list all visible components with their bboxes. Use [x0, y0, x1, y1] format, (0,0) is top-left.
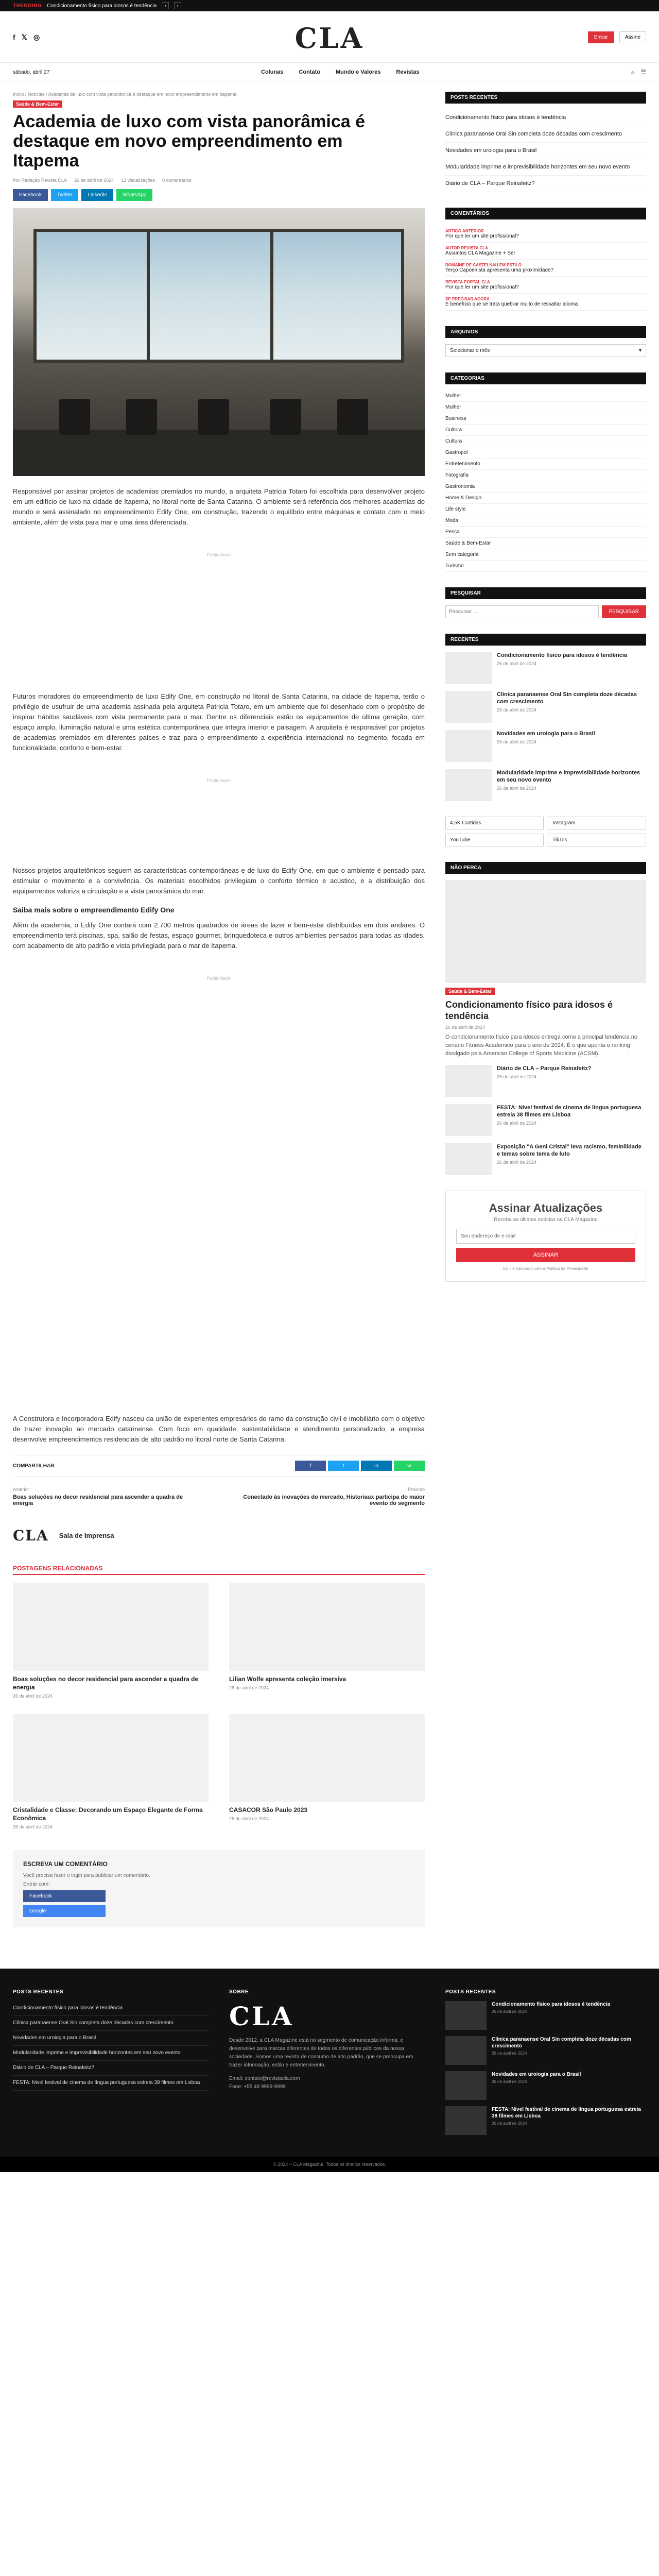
comment-author: DOMAINE DE CASTELNAU EM ESTILO: [445, 263, 522, 267]
recent-title[interactable]: Novidades em uroiogia para o Brasil: [497, 731, 595, 737]
newsletter-email-input[interactable]: [456, 1229, 635, 1244]
share-label: COMPARTILHAR: [13, 1463, 55, 1469]
share-top: [13, 189, 425, 201]
category-item[interactable]: Home & Design: [445, 493, 646, 504]
nav-item-contato[interactable]: Contato: [299, 69, 320, 75]
youtube-counter[interactable]: [445, 834, 544, 846]
category-item[interactable]: Cultura: [445, 436, 646, 447]
archives-select-value: Selecionar o mês: [450, 348, 490, 353]
recent-item[interactable]: [445, 769, 646, 801]
footer-post-link[interactable]: Clínica paranaense Oral Sin completa doze décadas com crescimento: [13, 2016, 209, 2031]
footer-post-link[interactable]: FESTA: Nivel festival de cinema de língua portuguesa estreia 38 filmes em Lisboa: [13, 2076, 209, 2091]
recent-date: 26 de abril de 2024: [497, 786, 537, 791]
prev-post[interactable]: [13, 1487, 198, 1506]
subscribe-button[interactable]: Assine: [619, 31, 646, 43]
recent-post-item[interactable]: Condicionamento físico para idosos é tendência: [445, 110, 646, 126]
comment-login-note: Você precisa fazer o login para publicar um comentário.: [23, 1873, 150, 1878]
footer-logo[interactable]: CLA: [229, 2001, 294, 2031]
newsletter-subtitle: Receba as últimas notícias na CLA Magazine: [494, 1217, 598, 1223]
category-item[interactable]: Gastronomia: [445, 481, 646, 493]
recent-post-item[interactable]: Novidades em uroiogia para o Brasil: [445, 143, 646, 159]
login-facebook-button[interactable]: Facebook: [23, 1890, 106, 1902]
recent-date: 26 de abril de 2024: [497, 661, 537, 666]
footer-recent-heading-2: POSTS RECENTES: [445, 1989, 496, 1995]
footer-post-link[interactable]: Condicionamento físico para idosos é tendência: [13, 2001, 209, 2016]
social-links: [13, 33, 40, 42]
featured-excerpt: O condicionamento físico para idosos entrega como a principal tendência no cenário Fitness Academico para o ano de 2024. É o que aponta o ranking divulgado pela American College of Sports Medicine (ACSM).: [445, 1034, 638, 1057]
instagram-label: Instagram: [552, 820, 576, 826]
youtube-label: YouTube: [450, 837, 471, 843]
login-google-button[interactable]: Google: [23, 1905, 106, 1917]
footer-recent-item[interactable]: [445, 2001, 641, 2030]
comment-box: [13, 1850, 425, 1927]
featured-small-title[interactable]: Exposição "A Geni Cristal" leva racismo, feminilidade e temas sobre tema de luto: [497, 1144, 641, 1157]
article-content: [13, 92, 425, 1948]
featured-small-item[interactable]: [445, 1104, 646, 1136]
recent-post-item[interactable]: Diário de CLA – Parque Reinafeitz?: [445, 176, 646, 192]
footer-recent-title[interactable]: FESTA: Nivel festival de cinema de língua portuguesa estreia 38 filmes em Lisboa: [492, 2107, 641, 2119]
related-item[interactable]: [229, 1583, 425, 1699]
related-meta: 26 de abril de 2024: [229, 1816, 269, 1821]
ad-slot: Publicidade: [206, 778, 231, 783]
share-facebook-button[interactable]: Facebook: [13, 189, 48, 201]
related-meta: 26 de abril de 2024: [229, 1685, 269, 1690]
login-with-label: Entrar com:: [23, 1882, 50, 1887]
category-item[interactable]: Life style: [445, 504, 646, 515]
tiktok-counter[interactable]: [548, 834, 646, 846]
comment-heading: ESCREVA UM COMENTÁRIO: [23, 1860, 108, 1868]
share-twitter-icon[interactable]: t: [328, 1461, 359, 1471]
related-title[interactable]: Boas soluções no decor residencial para ascender a quadra de energia: [13, 1675, 199, 1691]
category-item[interactable]: Business: [445, 413, 646, 425]
date-meta: 26 de abril de 2024: [74, 178, 114, 183]
instagram-counter[interactable]: [548, 817, 646, 829]
footer-recent-date: 26 de abril de 2024: [492, 2121, 527, 2126]
main-nav: [0, 63, 659, 81]
category-item[interactable]: Saúde & Bem-Estar: [445, 538, 646, 549]
featured-small-item[interactable]: [445, 1065, 646, 1097]
social-counters: [445, 817, 646, 846]
article-paragraph: Além da academia, o Edify One contará com 2.700 metros quadrados de áreas de lazer e bem-estar distribuídas em dois andares. O empreendimento terá piscinas, spa, salão de festas, espaço gourmet, brinquedoteca e outros ambientes pensados para todas as idades, com acabamento de alto padrão e vista privilegiada para o mar de Itapema.: [13, 921, 425, 950]
share-bottom: [13, 1455, 425, 1477]
related-item[interactable]: [13, 1583, 209, 1699]
site-logo[interactable]: CLA: [294, 22, 365, 55]
share-twitter-button[interactable]: Twitter: [51, 189, 78, 201]
copyright: © 2024 – CLA Magazine. Todos os direitos reservados.: [0, 2157, 659, 2172]
tiktok-label: TikTok: [552, 837, 567, 843]
featured-heading: NÃO PERCA: [445, 862, 646, 874]
related-title[interactable]: CASACOR São Paulo 2023: [229, 1806, 308, 1814]
footer-about-heading: SOBRE: [229, 1989, 249, 1995]
newsletter-box: [445, 1191, 646, 1282]
newsletter-title: Assinar Atualizações: [489, 1201, 603, 1214]
comment-text[interactable]: É benefício que se trata quebrar muito de ressaltar idioma: [445, 301, 578, 307]
featured-small-title[interactable]: FESTA: Nivel festival de cinema de língua portuguesa estreia 38 filmes em Lisboa: [497, 1105, 641, 1118]
comment-text[interactable]: Por que ler um site profissional?: [445, 284, 519, 290]
footer-recent-title[interactable]: Condicionamento físico para idosos é tendência: [492, 2002, 611, 2007]
hero-image: [13, 208, 425, 476]
menu-icon[interactable]: ☰: [640, 68, 646, 76]
comment-author: AUTOR REVISTA CLA: [445, 246, 488, 250]
facebook-counter[interactable]: [445, 817, 544, 829]
related-item[interactable]: [229, 1714, 425, 1829]
author-meta[interactable]: Por Redação Revista CLA: [13, 178, 67, 183]
footer-recent-item[interactable]: [445, 2071, 641, 2100]
next-post[interactable]: [239, 1487, 425, 1506]
comments-meta[interactable]: 0 comentários: [162, 178, 192, 183]
share-whatsapp-button[interactable]: WhatsApp: [116, 189, 152, 201]
related-meta: 26 de abril de 2024: [13, 1693, 53, 1699]
recent-title[interactable]: Clínica paranaense Oral Sin completa doze décadas com crescimento: [497, 691, 637, 705]
recent-heading: RECENTES: [445, 634, 646, 646]
site-footer: [0, 1969, 659, 2157]
featured-small-item[interactable]: [445, 1143, 646, 1175]
recent-post-item[interactable]: Modularidade imprime e imprevisibilidade horizontes em seu novo evento: [445, 159, 646, 176]
related-meta: 26 de abril de 2024: [13, 1824, 53, 1829]
article-subheading: Saiba mais sobre o empreendimento Edify One: [13, 906, 175, 914]
instagram-icon[interactable]: ◎: [33, 32, 40, 41]
footer-phone: Fone: +55 48 9999-9999: [229, 2084, 286, 2090]
login-button[interactable]: Entrar: [588, 31, 614, 43]
related-title[interactable]: Lilian Wolfe apresenta coleção imersiva: [229, 1675, 346, 1683]
featured-post[interactable]: [445, 880, 646, 1058]
recent-date: 26 de abril de 2024: [497, 739, 537, 744]
category-item[interactable]: Gastropol: [445, 447, 646, 459]
next-arrow-icon[interactable]: ›: [174, 2, 181, 9]
views-meta: 12 visualizações: [121, 178, 155, 183]
featured-category[interactable]: Saúde & Bem-Estar: [445, 988, 495, 995]
share-linkedin-icon[interactable]: in: [361, 1461, 392, 1471]
article-title: Academia de luxo com vista panorâmica é destaque em novo empreendimento em Itapema: [13, 112, 366, 171]
sidebar-search-input[interactable]: [445, 605, 599, 618]
category-item[interactable]: Sem categoria: [445, 549, 646, 561]
footer-post-link[interactable]: Novidades em uroiogia para o Brasil: [13, 2031, 209, 2046]
article-meta: [13, 178, 425, 183]
recent-post-item[interactable]: Clínica paranaense Oral Sin completa doze décadas com crescimento: [445, 126, 646, 143]
category-item[interactable]: Pesca: [445, 527, 646, 538]
search-heading: PESQUISAR: [445, 587, 646, 599]
category-item[interactable]: Turismo: [445, 561, 646, 572]
twitter-icon[interactable]: 𝕏: [21, 32, 27, 41]
comment-item[interactable]: [445, 277, 646, 294]
categories-heading: CATEGORIAS: [445, 372, 646, 384]
prev-title[interactable]: Boas soluções no decor residencial para ascender a quadra de energia: [13, 1494, 183, 1506]
category-item[interactable]: Mulher: [445, 402, 646, 413]
footer-recent-item[interactable]: [445, 2106, 641, 2135]
trending-label: TRENDING: [13, 3, 42, 9]
recent-item[interactable]: [445, 730, 646, 762]
footer-recent-heading: POSTS RECENTES: [13, 1989, 64, 1995]
footer-recent-title[interactable]: Clínica paranaense Oral Sin completa doze décadas com crescimento: [492, 2037, 631, 2049]
comment-text[interactable]: Assuntos CLA Magazine + Ser: [445, 250, 515, 256]
article-paragraph: Nossos projetos arquitetônicos seguem as características contemporâneas e de luxo do Edify One, em que o ambiente é pensado para estimular o movimento e a convivência. Os materiais escolhidos privilegiam o conforto térmico e acústico, e a distribuição dos equipamentos valoriza a circulação e a vista panorâmica do mar.: [13, 867, 425, 895]
article-paragraph: Futuros moradores do empreendimento de luxo Edify One, em construção no litoral de Santa Catarina, na cidade de Itapema, terão o privilégio de usufruir de uma academia assinada pela arquiteta Patricia Totaro, em um ambiente que foi desenhado com o propósito de inspirar hábitos saudáveis com vista permanente para o mar. Dentre os diferenciais estão os equipamentos de última geração, com espaço amplo, iluminação natural e uma estética contemporânea que integra interior e paisagem. A arquiteta é responsável por projetos de academias premiados em diferentes países e traz para o empreendimento a experiência internacional no segmento, focada em funcionalidade, conforto e bem-estar.: [13, 692, 425, 752]
author-box: [13, 1527, 425, 1544]
prev-label: Anterior: [13, 1487, 29, 1492]
category-item[interactable]: Mulher: [445, 391, 646, 402]
category-item[interactable]: Fotografia: [445, 470, 646, 481]
top-bar: [0, 0, 659, 11]
recent-title[interactable]: Condicionamento físico para idosos é tendência: [497, 652, 628, 658]
category-item[interactable]: Entretenimento: [445, 459, 646, 470]
related-posts: [13, 1583, 425, 1829]
comment-text[interactable]: Por que ler um site profissional?: [445, 233, 519, 239]
breadcrumb[interactable]: Início / Notícias / Academia de luxo com vista panorâmica é destaque em novo empreendimento em Itapema: [13, 92, 237, 97]
recent-posts-heading: POSTS RECENTES: [445, 92, 646, 104]
share-whatsapp-icon[interactable]: w: [394, 1461, 425, 1471]
featured-small-date: 26 de abril de 2024: [497, 1160, 537, 1165]
related-item[interactable]: [13, 1714, 209, 1829]
recent-item[interactable]: [445, 652, 646, 684]
next-title[interactable]: Conectado às inovações do mercado, Historiaux participa do maior evento do segmento: [243, 1494, 425, 1506]
newsletter-privacy-note[interactable]: Eu li e concordo com a Política de Privacidade: [503, 1266, 588, 1271]
featured-title[interactable]: Condicionamento físico para idosos é tendência: [445, 999, 613, 1021]
author-avatar[interactable]: CLA: [13, 1527, 49, 1544]
footer-recent-title[interactable]: Novidades em uroiogia para o Brasil: [492, 2072, 581, 2077]
nav-item-revistas[interactable]: Revistas: [396, 69, 420, 75]
comment-text[interactable]: Terço Capoeirista apresenta uma proximidade?: [445, 267, 554, 273]
ad-slot: Publicidade: [206, 976, 231, 981]
comment-author: REVISTA PORTAL CLA: [445, 280, 490, 284]
share-linkedin-button[interactable]: LinkedIn: [81, 189, 113, 201]
recent-item[interactable]: [445, 691, 646, 723]
category-item[interactable]: Cultura: [445, 425, 646, 436]
comment-author: ARTIGO ANTERIOR: [445, 229, 484, 233]
footer-recent-item[interactable]: [445, 2036, 641, 2065]
trending-headline[interactable]: Condicionamento físico para idosos é tendência: [47, 3, 157, 9]
nav-item-colunas[interactable]: Colunas: [261, 69, 284, 75]
featured-small-date: 26 de abril de 2024: [497, 1121, 537, 1126]
archives-select[interactable]: [445, 344, 646, 357]
article-paragraph: Responsável por assinar projetos de academias premiados no mundo, a arquiteta Patricia Totaro foi escolhida para desenvolver projeto em um edifício de luxo na cidade de Itapema, no litoral norte de Santa Catarina. O ambiente será referência dos melhores academias do mundo e será assinalado no empreendimento Edify One, em construção, trazendo o equilíbrio entre máquinas e contato com o meio ambiente, além de vista para mar e uma área diferenciada.: [13, 487, 425, 526]
site-header: [0, 11, 659, 63]
category-badge[interactable]: Saúde & Bem-Estar: [13, 100, 62, 108]
sidebar: [445, 92, 646, 1948]
comment-item[interactable]: [445, 294, 646, 311]
comment-item[interactable]: [445, 226, 646, 243]
recent-title[interactable]: Modularidade imprime e imprevisibilidade horizontes em seu novo evento: [497, 770, 640, 783]
share-facebook-icon[interactable]: f: [295, 1461, 326, 1471]
footer-post-link[interactable]: Modularidade imprime e imprevisibilidade horizontes em seu novo evento: [13, 2046, 209, 2061]
comments-heading: COMENTÁRIOS: [445, 208, 646, 219]
comment-author: SE PRECISAR AGORA: [445, 297, 490, 301]
featured-small-title[interactable]: Diário de CLA – Parque Reinafeitz?: [497, 1065, 592, 1072]
footer-post-link[interactable]: Diário de CLA – Parque Reinafeitz?: [13, 2061, 209, 2076]
footer-recent-date: 26 de abril de 2024: [492, 2051, 527, 2056]
footer-about-text: Desde 2012, a CLA Magazine está no segmento de comunicação informa, e desenvolve para marcas diferentes de todos os diferentes públicos da nossa sociedade. Somos uma revista de consumo de alto padrão, que se preocupa em trazer informação, estilo e entretenimento.: [229, 2038, 413, 2068]
author-name[interactable]: Sala de Imprensa: [59, 1532, 114, 1539]
date-label: sábado, abril 27: [13, 69, 50, 75]
footer-recent-date: 26 de abril de 2024: [492, 2079, 527, 2084]
related-heading: POSTAGENS RELACIONADAS: [13, 1565, 425, 1575]
next-label: Próximo: [407, 1487, 425, 1492]
facebook-icon[interactable]: f: [13, 32, 15, 41]
post-navigation: [13, 1487, 425, 1506]
comment-item[interactable]: [445, 260, 646, 277]
featured-small-date: 26 de abril de 2024: [497, 1074, 537, 1079]
article-paragraph: A Construtora e Incorporadora Edify nasceu da união de experientes empresários do ramo da construção civil e imobiliário com o objetivo de trazer inovação ao mercado catarinense. Com foco em qualidade, sustentabilidade e atendimento personalizado, a empresa desenvolve empreendimentos residenciais de alto padrão no litoral norte de Santa Catarina.: [13, 1415, 425, 1443]
related-title[interactable]: Cristalidade e Classe: Decorando um Espaço Elegante de Forma Econômica: [13, 1806, 203, 1822]
archives-heading: ARQUIVOS: [445, 326, 646, 338]
facebook-count: 4,5K Curtidas: [450, 820, 481, 826]
nav-item-mundo[interactable]: Mundo e Valores: [335, 69, 381, 75]
footer-email[interactable]: Email: contato@revistacla.com: [229, 2076, 300, 2081]
sidebar-search-button[interactable]: PESQUISAR: [602, 605, 646, 618]
newsletter-subscribe-button[interactable]: ASSINAR: [456, 1248, 635, 1262]
search-icon[interactable]: ⌕: [631, 68, 635, 76]
footer-recent-date: 26 de abril de 2024: [492, 2009, 527, 2014]
category-item[interactable]: Moda: [445, 515, 646, 527]
ad-slot: Publicidade: [206, 552, 231, 557]
comment-item[interactable]: [445, 243, 646, 260]
featured-meta: 26 de abril de 2024: [445, 1025, 485, 1030]
recent-date: 26 de abril de 2024: [497, 707, 537, 713]
chevron-down-icon: ▾: [638, 348, 641, 353]
prev-arrow-icon[interactable]: ‹: [162, 2, 169, 9]
